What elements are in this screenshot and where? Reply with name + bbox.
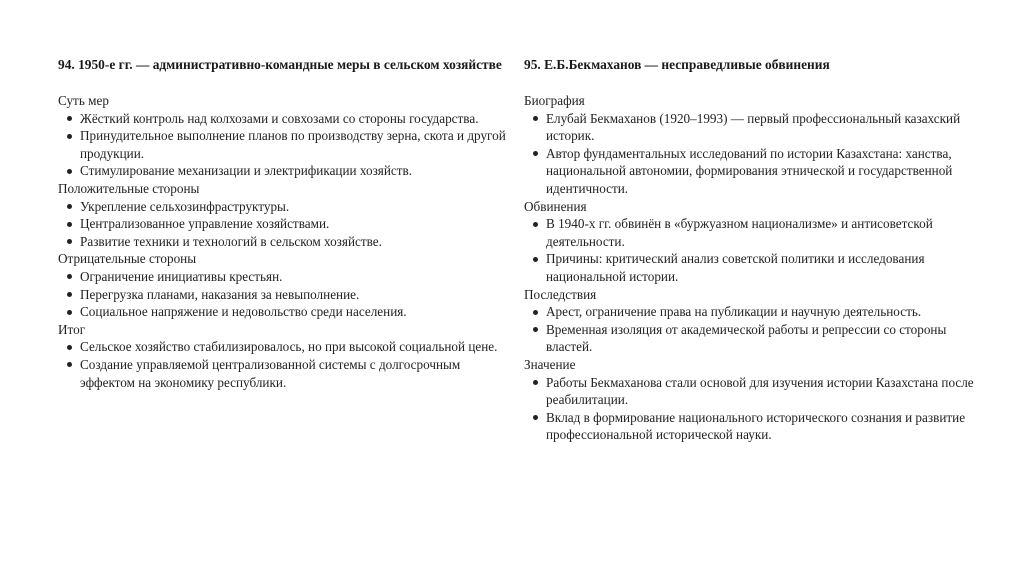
right-column-title: 95. Е.Б.Бекмаханов — несправедливые обвинения xyxy=(524,57,830,72)
section-heading: Значение xyxy=(524,356,576,372)
list-item: Причины: критический анализ советской политики и исследования национальной истории. xyxy=(524,250,974,285)
left-column xyxy=(58,56,513,391)
list-item: Централизованное управление хозяйствами. xyxy=(58,215,513,233)
list-item: Создание управляемой централизованной системы с долгосрочным эффектом на экономику республики. xyxy=(58,356,513,391)
right-column xyxy=(524,56,974,444)
section-heading: Итог xyxy=(58,321,86,337)
section-consequences xyxy=(524,286,974,356)
list-item: Перегрузка планами, наказания за невыполнение. xyxy=(58,286,513,304)
section-measures xyxy=(58,92,513,180)
list-item: Елубай Бекмаханов (1920–1993) — первый профессиональный казахский историк. xyxy=(524,110,974,145)
list-item: Принудительное выполнение планов по производству зерна, скота и другой продукции. xyxy=(58,127,513,162)
bullet-list xyxy=(58,268,513,321)
section-significance xyxy=(524,356,974,444)
list-item: Арест, ограничение права на публикации и научную деятельность. xyxy=(524,303,974,321)
bullet-list xyxy=(524,374,974,444)
section-heading: Последствия xyxy=(524,286,597,302)
list-item: Социальное напряжение и недовольство среди населения. xyxy=(58,303,513,321)
section-result xyxy=(58,321,513,391)
list-item: Ограничение инициативы крестьян. xyxy=(58,268,513,286)
list-item: Автор фундаментальных исследований по истории Казахстана: ханства, национальной автономии, формирования этнической и государственной идентичности. xyxy=(524,145,974,198)
section-negative xyxy=(58,250,513,320)
bullet-list xyxy=(58,110,513,180)
bullet-list xyxy=(58,338,513,391)
list-item: Вклад в формирование национального исторического сознания и развитие профессиональной исторической науки. xyxy=(524,409,974,444)
bullet-list xyxy=(524,215,974,285)
section-heading: Суть мер xyxy=(58,93,109,108)
section-positive xyxy=(58,180,513,250)
list-item: В 1940-х гг. обвинён в «буржуазном национализме» и антисоветской деятельности. xyxy=(524,215,974,250)
section-heading: Отрицательные стороны xyxy=(58,251,197,267)
bullet-list xyxy=(58,198,513,251)
list-item: Жёсткий контроль над колхозами и совхозами со стороны государства. xyxy=(58,110,513,128)
bullet-list xyxy=(524,110,974,198)
list-item: Сельское хозяйство стабилизировалось, но при высокой социальной цене. xyxy=(58,338,513,356)
list-item: Временная изоляция от академической работы и репрессии со стороны властей. xyxy=(524,321,974,356)
list-item: Работы Бекмаханова стали основой для изучения истории Казахстана после реабилитации. xyxy=(524,374,974,409)
bullet-list xyxy=(524,303,974,356)
list-item: Развитие техники и технологий в сельском хозяйстве. xyxy=(58,233,513,251)
section-accusations xyxy=(524,198,974,286)
list-item: Укрепление сельхозинфраструктуры. xyxy=(58,198,513,216)
list-item: Стимулирование механизации и электрификации хозяйств. xyxy=(58,162,513,180)
section-heading: Обвинения xyxy=(524,198,587,214)
section-heading: Биография xyxy=(524,93,585,108)
section-heading: Положительные стороны xyxy=(58,180,200,196)
section-biography xyxy=(524,92,974,198)
left-column-title: 94. 1950-е гг. — административно-командные меры в сельском хозяйстве xyxy=(58,57,502,72)
